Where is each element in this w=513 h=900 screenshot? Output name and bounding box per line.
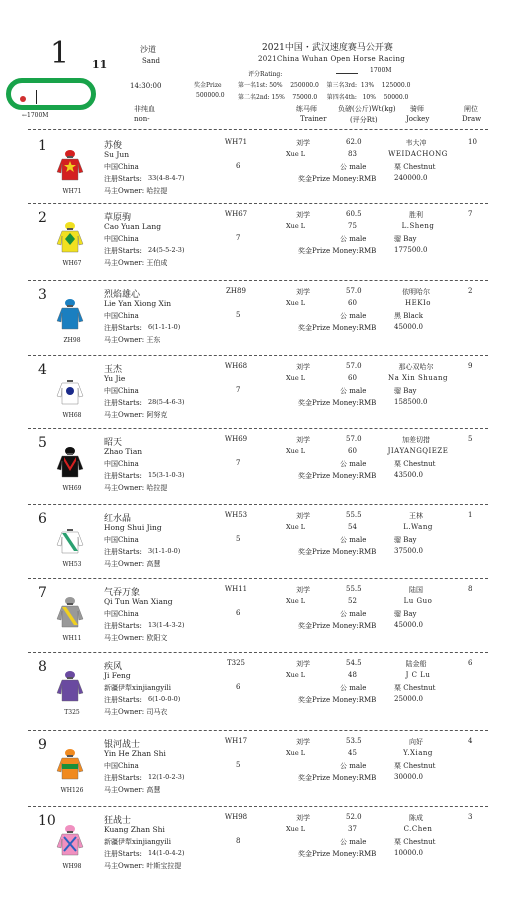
horse-code: WH11 <box>62 635 82 642</box>
horse-name-en: Zhao Tian <box>104 447 143 456</box>
start-marker-icon <box>20 96 26 102</box>
starts-value: 6(1-0-0-0) <box>148 695 181 703</box>
starts-value: 33(4-8-4-7) <box>148 174 185 182</box>
row-divider <box>28 504 488 505</box>
weight: 55.5 <box>346 511 362 519</box>
entry-row <box>0 210 513 290</box>
weight: 57.0 <box>346 435 362 443</box>
weight: 62.0 <box>346 138 362 146</box>
starts-label: 注册Starts: <box>104 774 142 782</box>
starts-label: 注册Starts: <box>104 622 142 630</box>
entry-number: 4 <box>38 362 47 378</box>
col-draw-cn: 闸位 <box>464 105 478 113</box>
rating: 52 <box>348 597 357 605</box>
gate-draw: 9 <box>468 362 473 370</box>
gender: 公 male <box>340 610 367 618</box>
trainer-en: Xue L <box>286 299 306 307</box>
prize-money-label: 奖金Prize Money:RMB <box>298 247 377 255</box>
weight: 54.5 <box>346 659 362 667</box>
surface-cn: 沙道 <box>140 45 156 54</box>
row-divider <box>28 280 488 281</box>
horse-code: WH67 <box>62 260 82 267</box>
horse-country: 中国China <box>104 235 139 243</box>
horse-name-en: Kuang Zhan Shi <box>104 825 165 834</box>
distance-marker: ←1700M <box>22 112 49 119</box>
horse-code: WH98 <box>62 863 82 870</box>
weight: 53.5 <box>346 737 362 745</box>
owner: 马主Owner: 王伯成 <box>104 259 168 267</box>
prize-money-label: 奖金Prize Money:RMB <box>298 472 377 480</box>
race-class-cn: 非纯血 <box>134 105 155 113</box>
owner-name: 王东 <box>146 336 161 344</box>
horse-name-cn: 烈焰雄心 <box>104 290 141 300</box>
race-class-en: non- <box>134 115 150 123</box>
trainer-cn: 刘学 <box>296 586 310 594</box>
horse-name-en: Hong Shui Jing <box>104 523 162 532</box>
owner: 马主Owner: 高慧 <box>104 560 161 568</box>
gate-draw: 10 <box>468 138 477 146</box>
prize-money: 43500.0 <box>394 471 423 479</box>
trainer-en: Xue L <box>286 671 306 679</box>
starts-value: 6(1-1-1-0) <box>148 323 181 331</box>
entry-row <box>0 737 513 817</box>
gate-draw: 4 <box>468 737 473 745</box>
starts-label: 注册Starts: <box>104 175 142 183</box>
owner-name: 高慧 <box>146 560 161 568</box>
horse-name-cn: 昭天 <box>104 438 123 448</box>
starts-value: 24(5-5-2-3) <box>148 246 185 254</box>
col-weight-cn: 负磅(公斤)Wt(kg) <box>338 105 396 113</box>
prize-money: 45000.0 <box>394 621 423 629</box>
rating: 48 <box>348 671 357 679</box>
jockey-en: WEIDACHONG <box>388 150 448 158</box>
draw-hint: 8 <box>236 837 241 845</box>
rating-label: 评分Rating: <box>248 71 283 78</box>
gate-draw: 2 <box>468 287 473 295</box>
jersey-icon <box>56 222 84 256</box>
starts-label: 注册Starts: <box>104 399 142 407</box>
owner: 马主Owner: 哈拉提 <box>104 187 168 195</box>
horse-color: 骝 Bay <box>394 536 417 544</box>
gender: 公 male <box>340 460 367 468</box>
gender: 公 male <box>340 838 367 846</box>
gender: 公 male <box>340 536 367 544</box>
starts-value: 12(1-0-2-3) <box>148 773 185 781</box>
entry-number: 5 <box>38 435 47 451</box>
horse-code: WH71 <box>62 188 82 195</box>
prize-total: 500000.0 <box>196 92 225 99</box>
starts-value: 15(3-1-0-3) <box>148 471 185 479</box>
jockey-en: Na Xin Shuang <box>388 374 448 382</box>
horse-name-en: Ji Feng <box>104 671 131 680</box>
jockey-cn: 依明哈尔 <box>402 288 430 296</box>
prize-row-1: 第一名1st: 50% 250000.0 第三名3rd: 13% 125000.0 <box>238 82 411 89</box>
draw-hint: 6 <box>236 609 241 617</box>
jockey-en: L.Wang <box>403 523 433 531</box>
row-divider <box>28 806 488 807</box>
jockey-cn: 王林 <box>409 512 423 520</box>
row-divider <box>28 203 488 204</box>
horse-name-en: Cao Yuan Lang <box>104 222 162 231</box>
header-divider <box>28 129 488 130</box>
horse-code: T325 <box>64 709 80 716</box>
starts-label: 注册Starts: <box>104 472 142 480</box>
horse-color: 黑 Black <box>394 312 423 320</box>
jersey-icon <box>56 374 84 408</box>
horse-color: 栗 Chestnut <box>394 684 436 692</box>
jockey-en: JIAYANGQIEZE <box>387 447 449 455</box>
trainer-cn: 刘学 <box>296 363 310 371</box>
weight: 52.0 <box>346 813 362 821</box>
starts-label: 注册Starts: <box>104 850 142 858</box>
jockey-cn: 陆国 <box>409 586 423 594</box>
race-number: 1 <box>50 36 70 71</box>
prize-money-label: 奖金Prize Money:RMB <box>298 622 377 630</box>
draw-hint: 6 <box>236 162 241 170</box>
horse-code: WH68 <box>62 412 82 419</box>
jockey-en: L.Sheng <box>401 222 435 230</box>
horse-code: ZH98 <box>63 337 81 344</box>
jockey-cn: 胜利 <box>409 211 423 219</box>
jockey-cn: 向好 <box>409 738 423 746</box>
gender: 公 male <box>340 684 367 692</box>
gate-draw: 8 <box>468 585 473 593</box>
horse-country: 中国China <box>104 762 139 770</box>
gender: 公 male <box>340 235 367 243</box>
prize-money: 240000.0 <box>394 174 428 182</box>
jockey-en: Lu Guo <box>403 597 433 605</box>
row-divider <box>28 428 488 429</box>
horse-id: WH11 <box>224 585 248 593</box>
col-trainer-cn: 练马师 <box>296 105 317 113</box>
prize-money-label: 奖金Prize Money:RMB <box>298 399 377 407</box>
draw-hint: 7 <box>236 386 241 394</box>
horse-code: WH126 <box>60 787 84 794</box>
jockey-cn: 陆金船 <box>405 660 427 668</box>
entry-number: 1 <box>38 138 47 154</box>
jockey-en: HEKIo <box>405 299 431 307</box>
owner: 马主Owner: 王东 <box>104 336 161 344</box>
owner-name: 欧阳文 <box>146 634 168 642</box>
gender: 公 male <box>340 163 367 171</box>
jersey-icon <box>56 299 84 333</box>
horse-id: ZH89 <box>226 287 246 295</box>
jersey-icon <box>56 447 84 481</box>
jersey-icon <box>56 825 84 859</box>
gate-draw: 3 <box>468 813 473 821</box>
horse-id: WH17 <box>224 737 248 745</box>
prize-money-label: 奖金Prize Money:RMB <box>298 696 377 704</box>
trainer-en: Xue L <box>286 374 306 382</box>
draw-hint: 5 <box>236 761 241 769</box>
trainer-cn: 刘学 <box>296 660 310 668</box>
starts-value: 14(1-0-4-2) <box>148 849 185 857</box>
prize-money: 10000.0 <box>394 849 423 857</box>
prize-money-label: 奖金Prize Money:RMB <box>298 324 377 332</box>
trainer-en: Xue L <box>286 523 306 531</box>
distance-top: 1700M <box>370 67 392 74</box>
horse-count: 11 <box>92 58 108 71</box>
prize-money: 30000.0 <box>394 773 423 781</box>
entry-number: 9 <box>38 737 47 753</box>
horse-country: 新疆伊犁xinjiangyili <box>104 684 171 692</box>
starts-label: 注册Starts: <box>104 548 142 556</box>
jersey-icon <box>56 597 84 631</box>
gender: 公 male <box>340 762 367 770</box>
weight: 57.0 <box>346 362 362 370</box>
col-jockey-cn: 骑师 <box>410 105 424 113</box>
prize-money: 45000.0 <box>394 323 423 331</box>
horse-code: WH69 <box>62 485 82 492</box>
race-title-en: 2021China Wuhan Open Horse Racing <box>258 55 406 63</box>
weight: 55.5 <box>346 585 362 593</box>
trainer-en: Xue L <box>286 150 306 158</box>
finish-post-icon <box>36 90 37 104</box>
horse-country: 中国China <box>104 536 139 544</box>
row-divider <box>28 730 488 731</box>
trainer-cn: 刘学 <box>296 211 310 219</box>
entry-number: 6 <box>38 511 47 527</box>
owner-name: 高慧 <box>146 786 161 794</box>
prize-money-label: 奖金Prize Money:RMB <box>298 175 377 183</box>
trainer-en: Xue L <box>286 825 306 833</box>
owner: 马主Owner: 高慧 <box>104 786 161 794</box>
weight: 60.5 <box>346 210 362 218</box>
horse-name-cn: 玉杰 <box>104 365 123 375</box>
entry-number: 7 <box>38 585 47 601</box>
entry-row <box>0 511 513 591</box>
owner: 马主Owner: 哈拉提 <box>104 484 168 492</box>
entry-row <box>0 138 513 218</box>
owner-name: 王伯成 <box>146 259 168 267</box>
gender: 公 male <box>340 312 367 320</box>
horse-name-cn: 疾风 <box>104 662 123 672</box>
horse-id: WH53 <box>224 511 248 519</box>
horse-country: 中国China <box>104 312 139 320</box>
col-draw-en: Draw <box>462 115 482 123</box>
trainer-cn: 刘学 <box>296 512 310 520</box>
prize-money-label: 奖金Prize Money:RMB <box>298 850 377 858</box>
horse-color: 栗 Chestnut <box>394 838 436 846</box>
jockey-en: C.Chen <box>403 825 433 833</box>
horse-name-cn: 气吞万象 <box>104 588 141 598</box>
horse-color: 骝 Bay <box>394 235 417 243</box>
rating: 45 <box>348 749 357 757</box>
owner: 马主Owner: 欧阳文 <box>104 634 168 642</box>
draw-hint: 7 <box>236 459 241 467</box>
gate-draw: 6 <box>468 659 473 667</box>
prize-money-label: 奖金Prize Money:RMB <box>298 774 377 782</box>
horse-name-en: Lie Yan Xiong Xin <box>104 299 172 308</box>
prize-money: 37500.0 <box>394 547 423 555</box>
horse-name-cn: 银河战士 <box>104 740 141 750</box>
horse-id: WH67 <box>224 210 248 218</box>
jockey-cn: 韦大冲 <box>405 139 427 147</box>
rating: 60 <box>348 447 357 455</box>
horse-name-cn: 狂战士 <box>104 816 132 826</box>
horse-country: 中国China <box>104 460 139 468</box>
prize-money: 25000.0 <box>394 695 423 703</box>
horse-color: 栗 Chestnut <box>394 762 436 770</box>
starts-label: 注册Starts: <box>104 324 142 332</box>
starts-label: 注册Starts: <box>104 696 142 704</box>
entry-number: 10 <box>38 813 56 829</box>
rating: 60 <box>348 299 357 307</box>
horse-country: 新疆伊犁xinjiangyili <box>104 838 171 846</box>
horse-code: WH53 <box>62 561 82 568</box>
entry-row <box>0 585 513 665</box>
horse-name-en: Su Jun <box>104 150 130 159</box>
owner-name: 阿努克 <box>146 411 168 419</box>
horse-id: WH98 <box>224 813 248 821</box>
trainer-en: Xue L <box>286 222 306 230</box>
horse-name-en: Qi Tun Wan Xiang <box>104 597 173 606</box>
entry-row <box>0 362 513 442</box>
owner-name: 哈拉提 <box>146 484 168 492</box>
jockey-en: Y.Xiang <box>403 749 433 757</box>
trainer-cn: 刘学 <box>296 139 310 147</box>
starts-value: 28(5-4-6-3) <box>148 398 185 406</box>
owner: 马主Owner: 司马衣 <box>104 708 168 716</box>
jockey-en: J C Lu <box>405 671 431 679</box>
prize-money: 158500.0 <box>394 398 428 406</box>
col-jockey-en: Jockey <box>406 115 430 123</box>
draw-hint: 7 <box>236 234 241 242</box>
surface-en: Sand <box>142 57 160 65</box>
trainer-en: Xue L <box>286 749 306 757</box>
entry-row <box>0 813 513 893</box>
owner-name: 司马衣 <box>146 708 168 716</box>
jockey-cn: 那心双哈尔 <box>398 363 434 371</box>
horse-name-cn: 红水晶 <box>104 514 132 524</box>
col-weight-en: (评分Rt) <box>350 116 378 124</box>
draw-hint: 5 <box>236 311 241 319</box>
jockey-cn: 陈成 <box>409 814 423 822</box>
gate-draw: 7 <box>468 210 473 218</box>
prize-money: 177500.0 <box>394 246 428 254</box>
race-title-cn: 2021中国・武汉速度赛马公开赛 <box>262 43 393 53</box>
entry-number: 2 <box>38 210 47 226</box>
jersey-icon <box>56 523 84 557</box>
starts-label: 注册Starts: <box>104 247 142 255</box>
owner: 马主Owner: 叶斯宝拉提 <box>104 862 182 870</box>
weight: 57.0 <box>346 287 362 295</box>
horse-id: WH69 <box>224 435 248 443</box>
jersey-icon <box>56 749 84 783</box>
rating: 54 <box>348 523 357 531</box>
rating-dash <box>336 73 358 74</box>
trainer-en: Xue L <box>286 597 306 605</box>
entry-row <box>0 435 513 515</box>
horse-id: T325 <box>226 659 246 667</box>
starts-value: 13(1-4-3-2) <box>148 621 185 629</box>
horse-country: 中国China <box>104 163 139 171</box>
jersey-icon <box>56 150 84 184</box>
prize-money-label: 奖金Prize Money:RMB <box>298 548 377 556</box>
track-diagram <box>6 78 96 110</box>
row-divider <box>28 355 488 356</box>
jersey-icon <box>56 671 84 705</box>
horse-country: 中国China <box>104 610 139 618</box>
gender: 公 male <box>340 387 367 395</box>
rating: 75 <box>348 222 357 230</box>
entry-row <box>0 659 513 739</box>
horse-color: 骝 Bay <box>394 610 417 618</box>
jockey-cn: 加差切措 <box>402 436 430 444</box>
row-divider <box>28 578 488 579</box>
trainer-cn: 刘学 <box>296 288 310 296</box>
row-divider <box>28 652 488 653</box>
gate-draw: 1 <box>468 511 473 519</box>
horse-name-cn: 苏俊 <box>104 141 123 151</box>
draw-hint: 5 <box>236 535 241 543</box>
entry-number: 3 <box>38 287 47 303</box>
entry-number: 8 <box>38 659 47 675</box>
race-time: 14:30:00 <box>130 82 162 90</box>
starts-value: 3(1-1-0-0) <box>148 547 181 555</box>
rating: 83 <box>348 150 357 158</box>
trainer-en: Xue L <box>286 447 306 455</box>
prize-label: 奖金Prize <box>194 82 222 89</box>
trainer-cn: 刘学 <box>296 814 310 822</box>
horse-color: 栗 Chestnut <box>394 460 436 468</box>
trainer-cn: 刘学 <box>296 436 310 444</box>
rating: 37 <box>348 825 357 833</box>
horse-color: 骝 Bay <box>394 387 417 395</box>
owner-name: 哈拉提 <box>146 187 168 195</box>
rating: 60 <box>348 374 357 382</box>
owner-name: 叶斯宝拉提 <box>146 862 182 870</box>
trainer-cn: 刘学 <box>296 738 310 746</box>
prize-row-2: 第二名2nd: 15% 75000.0 第四名4th: 10% 50000.0 <box>238 94 409 101</box>
horse-country: 中国China <box>104 387 139 395</box>
draw-hint: 6 <box>236 683 241 691</box>
horse-name-en: Yu Jie <box>104 374 126 383</box>
owner: 马主Owner: 阿努克 <box>104 411 168 419</box>
horse-id: WH68 <box>224 362 248 370</box>
gate-draw: 5 <box>468 435 473 443</box>
horse-id: WH71 <box>224 138 248 146</box>
horse-name-en: Yin He Zhan Shi <box>104 749 166 758</box>
col-trainer-en: Trainer <box>300 115 327 123</box>
horse-name-cn: 草原驹 <box>104 213 132 223</box>
horse-color: 栗 Chestnut <box>394 163 436 171</box>
